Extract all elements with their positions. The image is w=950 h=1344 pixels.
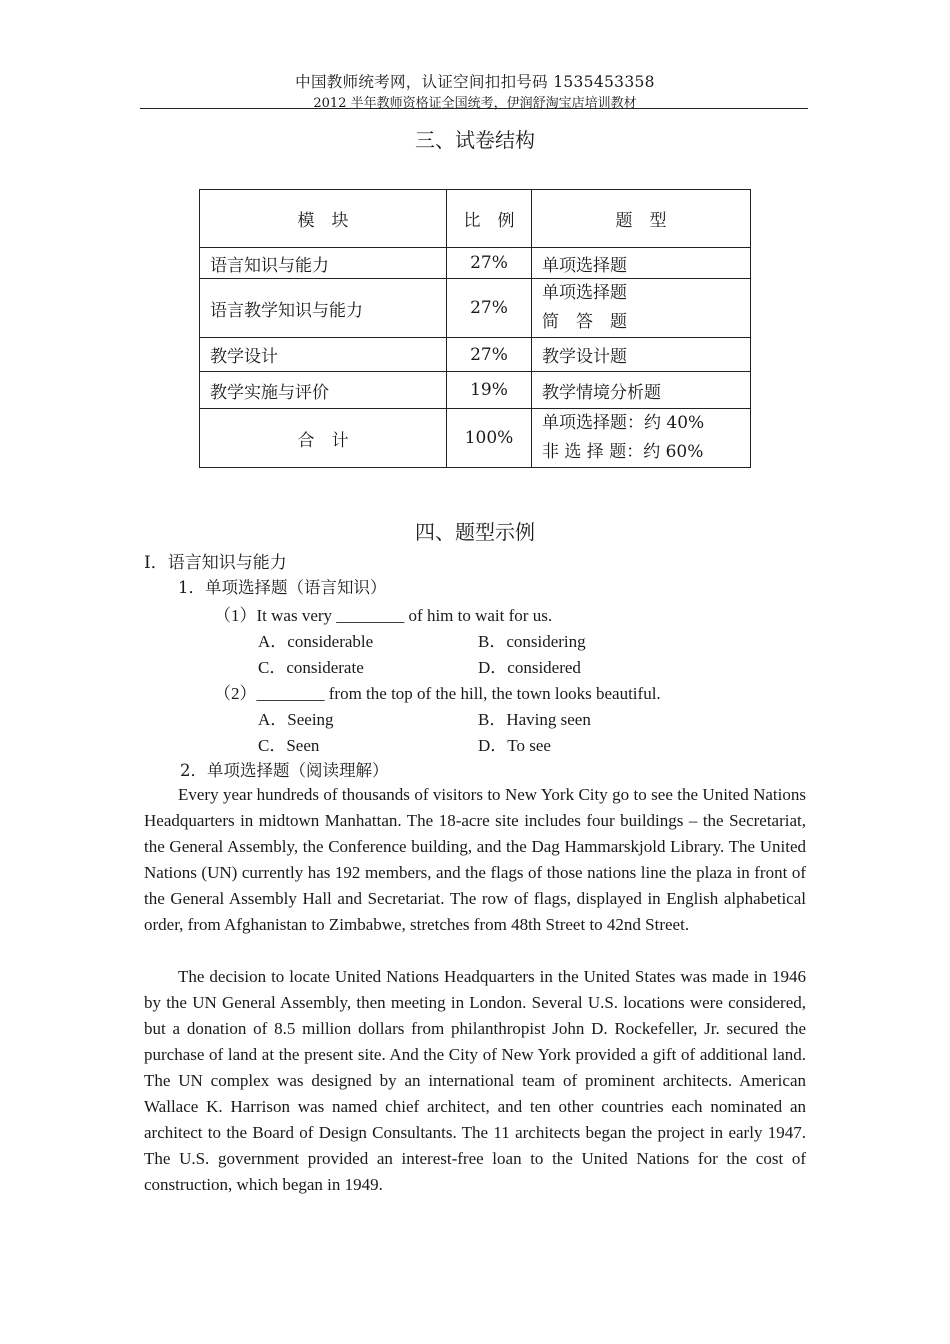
option-d: D．considered: [478, 658, 581, 677]
type-line: 简 答 题: [542, 312, 627, 332]
cell-module: 教学实施与评价: [200, 372, 447, 409]
question-1-heading: 1．单项选择题（语言知识）: [178, 578, 387, 597]
cell-ratio: 27%: [447, 279, 532, 338]
option-b: B．Having seen: [478, 710, 591, 729]
question-stem: （2）________ from the top of the hill, the town looks beautiful.: [214, 684, 661, 703]
header-line-2: 2012 半年教师资格证全国统考，伊润舒淘宝店培训教材: [313, 96, 637, 111]
cell-module: 合 计: [200, 409, 447, 468]
option-d: D．To see: [478, 736, 551, 755]
cell-type: 教学设计题: [532, 338, 751, 372]
cell-ratio: 19%: [447, 372, 532, 409]
header-module: 模 块: [200, 190, 447, 248]
table-row: [200, 372, 751, 409]
part-label: I．语言知识与能力: [144, 553, 287, 573]
passage-paragraph-2: [144, 964, 806, 1198]
type-line: 非 选 择 题：约 60%: [542, 442, 704, 462]
cell-type: [532, 279, 751, 338]
passage-paragraph-1: [144, 782, 806, 938]
cell-ratio: 100%: [447, 409, 532, 468]
cell-type: 教学情境分析题: [532, 372, 751, 409]
cell-module: 语言教学知识与能力: [200, 279, 447, 338]
table-row: [200, 279, 751, 338]
cell-ratio: 27%: [447, 338, 532, 372]
question-2-heading: 2．单项选择题（阅读理解）: [180, 761, 389, 780]
type-line: 单项选择题: [542, 283, 627, 303]
header-divider: [140, 108, 808, 109]
section-4-title: 四、题型示例: [415, 520, 535, 544]
header-ratio: 比 例: [447, 190, 532, 248]
cell-module: 语言知识与能力: [200, 248, 447, 279]
passage-text: Every year hundreds of thousands of visitors to New York City go to see the United Nations Headquarters in midtown Manhattan. The 18-acre site includes four buildings – the Secretariat, the General Assembly, the Conference building, and the Dag Hammarskjold Library. The United Nations (UN) currently has 192 members, and the flags of those nations line the plaza in front of the General Assembly Hall and Secretariat. The row of flags, displayed in English alphabetical order, from Afghanistan to Zimbabwe, stretches from 48th Street to 42nd Street.: [144, 785, 806, 934]
passage-text: The decision to locate United Nations Headquarters in the United States was made in 1946 by the UN General Assembly, then meeting in London. Several U.S. locations were considered, but a donation of 8.5 million dollars from philanthropist John D. Rockefeller, Jr. secured the purchase of land at the present site. And the City of New York provided a gift of additional land. The UN complex was designed by an international team of prominent architects. American Wallace K. Harrison was named chief architect, and ten other countries each nominated an architect to the Board of Design Consultants. The 11 architects began the project in early 1947. The U.S. government provided an interest-free loan to the United Nations for the cost of construction, which began in 1949.: [144, 967, 806, 1194]
header-type: 题 型: [532, 190, 751, 248]
cell-module: 教学设计: [200, 338, 447, 372]
type-line: 单项选择题：约 40%: [542, 413, 705, 433]
option-a: A．considerable: [258, 632, 374, 651]
table-row: [200, 338, 751, 372]
option-b: B．considering: [478, 632, 586, 651]
table-header-row: [200, 190, 751, 248]
cell-type: [532, 409, 751, 468]
option-a: A．Seeing: [258, 710, 334, 729]
table-total-row: [200, 409, 751, 468]
option-c: C．Seen: [258, 736, 320, 755]
table-row: [200, 248, 751, 279]
structure-table: [199, 189, 751, 468]
header-line-1: 中国教师统考网，认证空间扣扣号码 1535453358: [295, 73, 655, 91]
cell-type: 单项选择题: [532, 248, 751, 279]
cell-ratio: 27%: [447, 248, 532, 279]
option-c: C．considerate: [258, 658, 364, 677]
question-stem: （1）It was very ________ of him to wait for us.: [214, 606, 553, 625]
section-3-title: 三、试卷结构: [415, 128, 535, 152]
